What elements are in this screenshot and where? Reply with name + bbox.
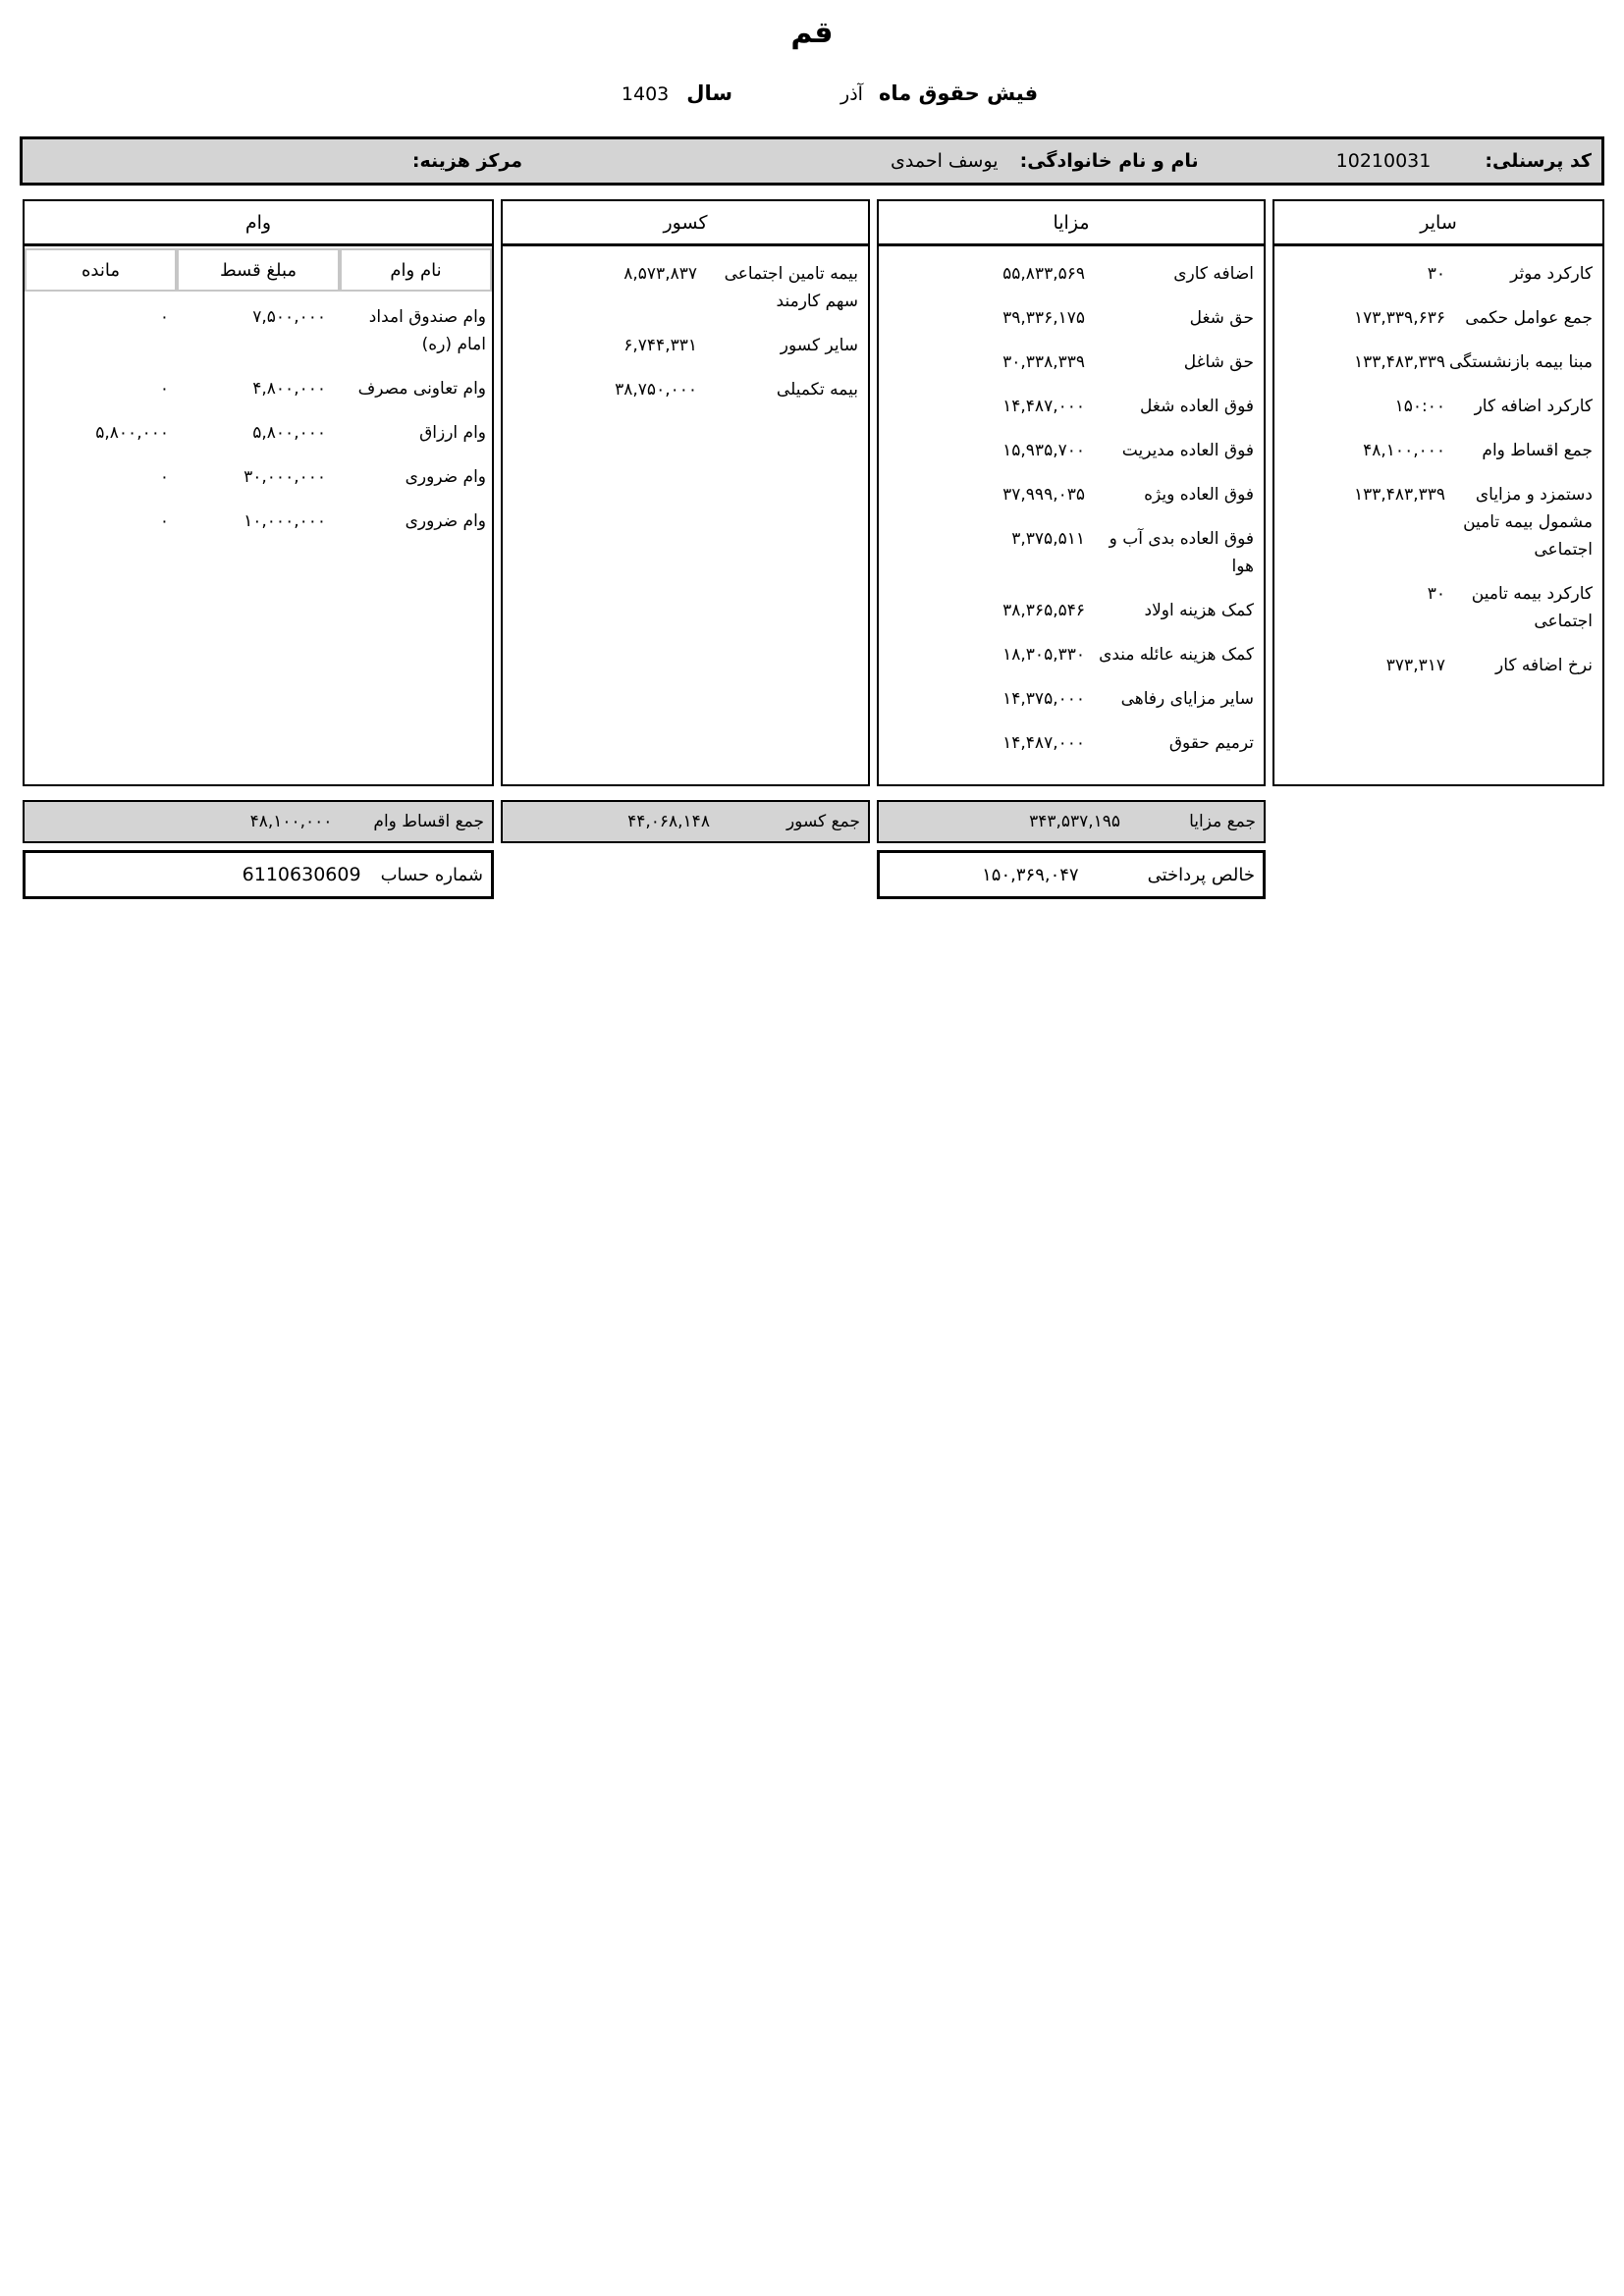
benefit-row [885,729,1254,757]
row-value: ۱۷۳,​۳۳۹,​۶۳۶ [1354,308,1445,328]
account-number-value: 6110630609 [242,864,361,885]
row-value: ۱۳۳,​۴۸۳,​۳۳۹ [1354,352,1445,372]
loan-row [28,463,488,491]
loans-total-value: ۴۸,۱۰۰,۰۰۰ [249,812,333,831]
row-value: ۳۰ [1427,584,1445,604]
benefits-column-title: مزایا [879,201,1264,246]
loan-balance: ۰ [159,379,169,399]
row-value: ۱۳۳,​۴۸۳,​۳۳۹ [1354,485,1445,505]
cost-center-label: مرکز هزینه: [411,150,522,172]
loan-row [28,303,488,358]
net-pay-value: ۱۵۰,۳۶۹,۰۴۷ [982,864,1079,885]
loans-table-body [25,292,492,535]
loans-column [23,199,494,786]
loan-row [28,419,488,447]
row-value: ۴۸,​۱۰۰,​۰۰۰ [1363,441,1445,460]
row-label: سایر کسور [780,336,858,355]
account-number-label: شماره حساب [380,864,483,885]
loan-name: وام ضروری [405,511,486,531]
row-value: ۳۰ [1427,264,1445,284]
deductions-total-value: ۴۴,۰۶۸,۱۴۸ [627,812,710,831]
row-label: فوق العاده مدیریت [1121,441,1254,460]
totals-spacer [1272,800,1604,843]
other-row [1280,348,1593,376]
other-row [1280,437,1593,464]
loan-installment: ۳۰,۰۰۰,۰۰۰ [244,467,326,487]
benefit-row [885,481,1254,508]
personnel-code-value: 10210031 [1335,150,1432,172]
personnel-code-label: کد پرسنلی: [1485,150,1592,172]
row-value: ۳۸,۳۶۵,۵۴۶ [1002,601,1085,620]
row-value: ۳۸,۷۵۰,۰۰۰ [615,380,697,400]
loan-row [28,507,488,535]
deductions-total-label: جمع کسور [785,812,860,831]
benefit-row [885,437,1254,464]
loan-balance: ۵,۸۰۰,۰۰۰ [95,423,169,443]
row-label: جمع اقساط وام [1482,441,1593,460]
other-column-body [1274,246,1602,679]
deduction-row [509,376,858,403]
row-label: بیمه تکمیلی [776,380,858,400]
subtitle-label: فیش حقوق ماه [878,81,1039,105]
deductions-total-box [501,800,870,843]
loan-balance: ۰ [159,467,169,487]
bottom-spacer [501,850,870,899]
benefit-row [885,597,1254,624]
other-column-title: سایر [1274,201,1602,246]
bottom-row [20,850,1604,899]
other-row [1280,393,1593,420]
net-pay-label: خالص پرداختی [1147,864,1255,885]
loan-installment: ۴,۸۰۰,۰۰۰ [252,379,326,399]
row-value: ۵۵,۸۳۳,۵۶۹ [1002,264,1085,284]
row-label: حق شغل [1189,308,1254,328]
row-value: ۱۵,۹۳۵,۷۰۰ [1002,441,1085,460]
loan-balance-header: مانده [25,248,177,292]
row-label: فوق العاده ویژه [1144,485,1254,505]
row-label: فوق العاده شغل [1140,397,1254,416]
other-row [1280,304,1593,332]
loan-row [28,375,488,402]
row-value: ۱۴,۴۸۷,۰۰۰ [1002,733,1085,753]
columns-section [20,199,1604,786]
fullname-label: نام و نام خانوادگی: [1019,150,1199,172]
row-value: ۳,۳۷۵,۵۱۱ [1011,529,1085,549]
loan-name: وام ارزاق [419,423,486,443]
row-value: ۱۸,۳۰۵,۳۳۰ [1002,645,1085,665]
loan-installment: ۵,۸۰۰,۰۰۰ [252,423,326,443]
loans-total-box [23,800,494,843]
totals-row [20,800,1604,843]
loan-name: وام ضروری [405,467,486,487]
payslip-subtitle [18,81,1624,105]
row-value: ۱۵۰:۰۰ [1394,397,1445,416]
row-label: فوق العاده بدی آب و هوا [1109,529,1254,576]
row-label: جمع عوامل حکمی [1465,308,1593,328]
month-value: آذر [840,83,863,105]
benefits-total-value: ۳۴۳,۵۳۷,۱۹۵ [1029,812,1121,831]
loans-column-title: وام [25,201,492,246]
benefit-row [885,304,1254,332]
net-pay-box [877,850,1266,899]
row-value: ۸,۵۷۳,۸۳۷ [623,264,697,284]
row-label: کارکرد بیمه تامین اجتماعی [1471,584,1593,631]
loan-name: وام تعاونی مصرف [357,379,486,399]
other-row [1280,260,1593,288]
benefits-column [877,199,1266,786]
deduction-row [509,260,858,315]
row-value: ۱۴,۳۷۵,۰۰۰ [1002,689,1085,709]
row-value: ۱۴,۴۸۷,۰۰۰ [1002,397,1085,416]
loan-installment: ۷,۵۰۰,۰۰۰ [252,307,326,327]
row-value: ۳۹,۳۳۶,۱۷۵ [1002,308,1085,328]
other-row [1280,580,1593,635]
benefit-row [885,393,1254,420]
row-label: کارکرد موثر [1510,264,1593,284]
account-number-box [23,850,494,899]
row-label: کمک هزینه عائله مندی [1099,645,1254,665]
benefit-row [885,260,1254,288]
row-value: ۶,۷۴۴,۳۳۱ [623,336,697,355]
row-label: حق شاغل [1183,352,1254,372]
row-label: دستمزد و مزایای مشمول بیمه تامین اجتماعی [1463,485,1593,560]
employee-header-bar [20,136,1604,186]
benefit-row [885,641,1254,668]
year-value: 1403 [621,83,670,105]
deductions-column-title: کسور [503,201,868,246]
loan-balance: ۰ [159,307,169,327]
row-label: نرخ اضافه کار [1495,656,1593,675]
loan-name: وام صندوق امداد امام (ره) [368,307,486,354]
loan-installment-header: مبلغ قسط [177,248,340,292]
row-label: اضافه کاری [1173,264,1254,284]
benefits-total-box [877,800,1266,843]
benefit-row [885,348,1254,376]
bottom-spacer [1272,850,1604,899]
loan-installment: ۱۰,۰۰۰,۰۰۰ [244,511,326,531]
row-label: سایر مزایای رفاهی [1120,689,1254,709]
row-value: ۳۷,۹۹۹,۰۳۵ [1002,485,1085,505]
deductions-column [501,199,870,786]
benefits-column-body [879,246,1264,757]
other-row [1280,652,1593,679]
year-label: سال [686,81,733,105]
row-value: ۳۷۳,​۳۱۷ [1385,656,1445,675]
row-label: بیمه تامین اجتماعی سهم کارمند [724,264,858,311]
benefits-total-label: جمع مزایا [1189,812,1256,831]
other-column [1272,199,1604,786]
loan-name-header: نام وام [340,248,492,292]
row-label: مبنا بیمه بازنشستگی [1448,352,1593,372]
deduction-row [509,332,858,359]
benefit-row [885,525,1254,580]
row-label: ترمیم حقوق [1168,733,1254,753]
deductions-column-body [503,246,868,403]
benefit-row [885,685,1254,713]
row-value: ۳۰,۳۳۸,۳۳۹ [1002,352,1085,372]
loans-total-label: جمع اقساط وام [373,812,484,831]
row-label: کمک هزینه اولاد [1144,601,1254,620]
other-row [1280,481,1593,563]
page-title: قم [790,16,834,50]
loan-balance: ۰ [159,511,169,531]
fullname-value: یوسف احمدی [891,150,999,172]
loans-table-header [25,248,492,292]
row-label: کارکرد اضافه کار [1474,397,1593,416]
